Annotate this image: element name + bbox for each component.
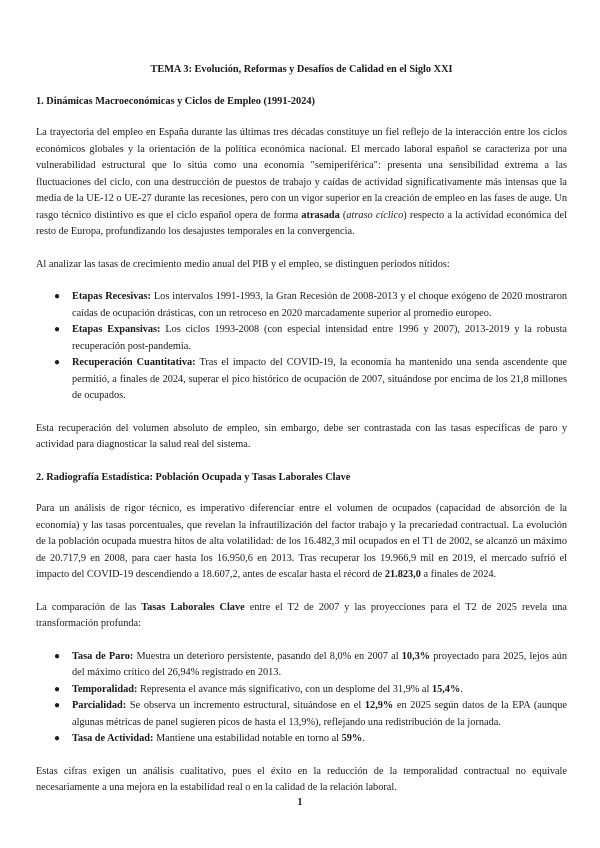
bullet-text: . (362, 733, 365, 744)
list-item (54, 649, 567, 682)
text-run: entre el T2 de 2007 y las proyecciones para el T2 de 2025 revela una transformación profunda: (36, 601, 567, 629)
bullet-text: Tras el impacto del COVID-19, la economía ha mantenido una senda ascendente que permitió, a finales de 2024, superar el pico histórico de ocupación de 2007, situándose por encima de los 21,8 millones de ocupados. (72, 357, 567, 401)
section-2-paragraph-3: Estas cifras exigen un análisis cualitativo, pues el éxito en la reducción de la temporalidad contractual no equivale necesariamente a una mejora en la estabilidad real o en la calidad de la relación laboral. (36, 765, 567, 793)
bullet-label: Tasa de Paro: (72, 650, 134, 662)
page-number: 1 (297, 797, 303, 808)
text-run: a finales de 2024. (420, 569, 497, 580)
bullet-text: proyectado para 2025, lejos aún del máximo crítico del 26,94% registrado en 2013. (72, 650, 567, 678)
section-1-paragraph-3: Esta recuperación del volumen absoluto de empleo, sin embargo, debe ser contrastada con las tasas específicas de paro y actividad para diagnosticar la salud real del sistema. (36, 422, 567, 450)
bold-figure: 21.823,0 (384, 569, 421, 580)
bullet-text: Representa el avance más significativo, con un desplome del 31,9% al (137, 683, 432, 695)
text-run: Para un análisis de rigor técnico, es imperativo diferenciar entre el volumen de ocupados (capacidad de absorción de la economía) y las tasas porcentuales, que revelan la infrautilización del factor trabajo y la precariedad contractual. La evolución de la población ocupada muestra hitos de alta volatilidad: de los 16.482,3 mil ocupados en el T1 de 2002, se alcanzó un máximo de 20.717,9 en 2008, para caer hasta los 16.950,6 en 2013. Tras recuperar los 19.966,9 mil en 2019, el mercado sufrió el impacto del COVID-19 descendiendo a 18.607,2, antes de escalar hasta el récord de (36, 503, 567, 580)
bullet-label: Tasa de Actividad: (72, 733, 154, 744)
list-item (54, 682, 567, 699)
text-run: ) respecto a la actividad económica del resto de Europa, profundizando los desajustes temporales en la convergencia. (36, 209, 567, 237)
list-item (54, 698, 568, 731)
bullet-text: Muestra un deterioro persistente, pasando del 8,0% en 2007 al (133, 650, 402, 662)
bullet-text: Mantiene una estabilidad notable en torno al (153, 733, 342, 744)
list-item (54, 355, 567, 405)
bold-term: atrasada (301, 209, 340, 221)
bold-figure: 15,4% (431, 683, 461, 695)
bullet-icon: ● (54, 700, 61, 711)
bullet-label: Recuperación Cuantitativa: (72, 357, 196, 368)
list-item (54, 289, 567, 322)
document-title: TEMA 3: Evolución, Reformas y Desafíos de Calidad en el Siglo XXI (150, 64, 453, 75)
section-1-paragraph-1 (36, 125, 567, 241)
text-run: La comparación de las (36, 601, 142, 613)
bullet-icon: ● (54, 291, 61, 302)
bullet-icon: ● (54, 324, 61, 335)
section-2-paragraph-2 (36, 600, 567, 633)
bullet-label: Etapas Expansivas: (72, 324, 161, 335)
list-item (54, 731, 567, 748)
bullet-icon: ● (54, 683, 61, 695)
bold-figure: 12,9% (364, 700, 394, 711)
bold-figure: 59% (341, 733, 363, 744)
bullet-label: Etapas Recesivas: (72, 291, 151, 302)
section-2-bullet-list (36, 649, 567, 748)
text-run: La trayectoria del empleo en España durante las últimas tres décadas constituye un fiel reflejo de la interacción entre los ciclos económicos globales y la orientación de la política económica nacional. El mercado laboral español se caracteriza por una vulnerabilidad estructural que lo sitúa como una economía "semiperiférica": presenta una sensibilidad extrema a las fluctuaciones del ciclo, con una destrucción de puestos de trabajo y caídas de actividad significativamente más intensas que la media de la UE-12 o UE-27 durante las recesiones, pero con un vigor superior en la creación de empleo en las fases de auge. Un rasgo técnico distintivo es que el ciclo español opera de forma (36, 127, 567, 221)
section-2-heading: 2. Radiografía Estadística: Población Ocupada y Tasas Laborales Clave (36, 471, 351, 483)
section-2-paragraph-1 (36, 501, 567, 584)
bullet-text: . (460, 683, 463, 695)
bullet-text: Se observa un incremento estructural, situándose en el (126, 700, 365, 711)
section-1-heading: 1. Dinámicas Macroeconómicas y Ciclos de Empleo (1991-2024) (36, 95, 315, 107)
list-item (54, 322, 568, 355)
italic-term: atraso cíclico (346, 209, 404, 221)
bullet-label: Parcialidad: (72, 700, 127, 711)
text-run: ( (339, 209, 347, 221)
bold-figure: 10,3% (401, 650, 431, 662)
bullet-icon: ● (54, 650, 61, 662)
bullet-text: Los ciclos 1993-2008 (con especial intensidad entre 1996 y 2007), 2013-2019 y la robusta recuperación post-pandemia. (72, 324, 568, 352)
bullet-text: en 2025 según datos de la EPA (aunque algunas métricas de panel sugieren picos de hasta el 13,9%), reflejando una redistribución de la jornada. (72, 700, 568, 728)
bullet-icon: ● (54, 357, 61, 368)
section-1-bullet-list (36, 289, 567, 405)
section-1-paragraph-2: Al analizar las tasas de crecimiento medio anual del PIB y el empleo, se distinguen periodos nítidos: (36, 258, 450, 270)
bold-term: Tasas Laborales Clave (141, 601, 245, 613)
bullet-icon: ● (54, 733, 61, 744)
bullet-text: Los intervalos 1991-1993, la Gran Recesión de 2008-2013 y el choque exógeno de 2020 mostraron caídas de ocupación drásticas, con un retroceso en 2020 marcadamente superior al promedio europeo. (72, 291, 567, 319)
bullet-label: Temporalidad: (72, 683, 138, 695)
